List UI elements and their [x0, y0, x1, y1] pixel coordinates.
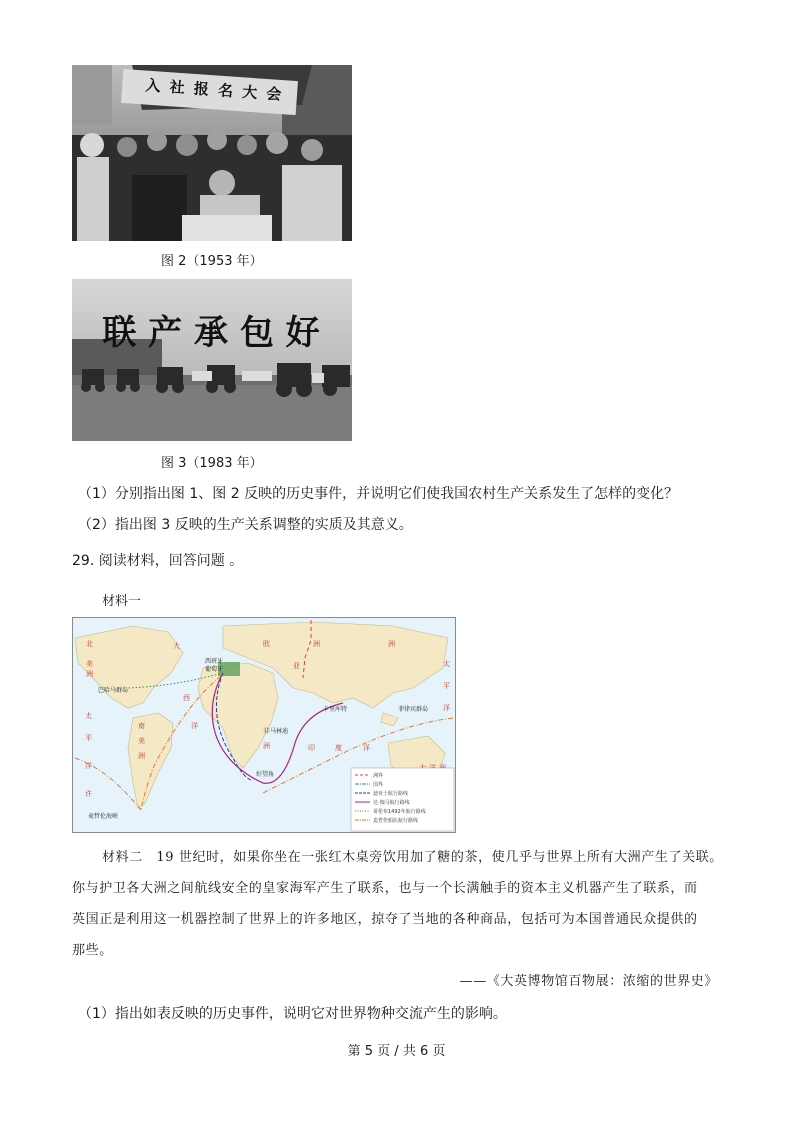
legend-label-gama: 达·伽马航行路线 [373, 800, 410, 806]
label-indian-3: 洋 [363, 744, 370, 752]
material-2-line-1: 材料二 19 世纪时，如果你坐在一张红木桌旁饮用加了糖的茶，使几乎与世界上所有大洲产生了关联。 [102, 850, 723, 865]
label-southwest: 许 [85, 790, 92, 798]
material-2-line-3: 英国正是利用这一机器控制了世界上的许多地区，掠夺了当地的各种商品，包括可为本国普通民众提供的 [72, 912, 698, 927]
label-asia-1: 亚 [293, 662, 300, 670]
label-spain: 西班牙 [205, 658, 224, 665]
label-africa-1: 非 [263, 727, 270, 735]
label-magellan-strait: 麦哲伦海峡 [88, 813, 119, 820]
legend-label-border: 国界 [373, 782, 384, 788]
label-north-america-2: 美 [86, 660, 93, 668]
label-indian-1: 印 [308, 744, 315, 752]
material-1-label: 材料一 [102, 594, 142, 609]
label-pacific-left-1: 太 [85, 712, 92, 720]
label-north-america-1: 北 [86, 640, 93, 648]
label-pacific-left-2: 平 [85, 734, 92, 742]
legend-label-columbus: 哥伦布1492年航行路线 [373, 809, 426, 815]
label-pacific-right-3: 洋 [443, 704, 450, 712]
material-2-line-4: 那些。 [72, 943, 113, 958]
label-malindi: 马林迪 [270, 728, 289, 735]
figure-3-photo [72, 279, 352, 441]
question-28-part-1: （1）分别指出图 1、图 2 反映的历史事件，并说明它们使我国农村生产关系发生了怎样的变化？ [78, 486, 679, 502]
world-map [73, 618, 455, 832]
label-europe-1: 欧 [263, 640, 270, 648]
label-pacific-right-1: 太 [443, 660, 450, 668]
world-map-figure [72, 617, 456, 833]
label-atlantic-3: 洋 [191, 722, 198, 730]
label-africa-2: 洲 [263, 742, 270, 750]
question-29-part-1: （1）指出如表反映的历史事件，说明它对世界物种交流产生的影响。 [78, 1006, 507, 1022]
label-cape: 好望角 [256, 771, 275, 778]
figure-3-scene [72, 279, 352, 441]
legend-label-magellan: 麦哲伦船队航行路线 [373, 818, 419, 824]
figure-3-slogan-text: 联 产 承 包 好 [102, 313, 320, 353]
label-europe-2: 洲 [313, 640, 320, 648]
legend-label-dias: 迪亚士航行路线 [373, 791, 409, 797]
label-atlantic-2: 西 [183, 694, 190, 702]
label-south-america-2: 美 [138, 737, 145, 745]
label-atlantic-1: 大 [173, 642, 180, 650]
label-south-america-3: 洲 [138, 752, 145, 760]
figure-2-caption: 图 2（1953 年） [161, 254, 263, 269]
label-south-america-1: 南 [138, 722, 145, 730]
label-bahamas: 巴哈马群岛 [98, 687, 129, 694]
label-philippines: 菲律宾群岛 [398, 706, 429, 713]
question-28-part-2: （2）指出图 3 反映的生产关系调整的实质及其意义。 [78, 517, 413, 533]
label-indian-2: 度 [335, 744, 342, 752]
figure-2-sign-text: 入 社 报 名 大 会 [144, 76, 284, 104]
material-2-source: ——《大英博物馆百物展：浓缩的世界史》 [459, 974, 718, 989]
question-29-heading: 29. 阅读材料，回答问题 。 [72, 553, 244, 569]
label-north-america-3: 洲 [86, 670, 93, 678]
page-footer: 第 5 页 / 共 6 页 [347, 1044, 446, 1059]
figure-2-photo [72, 65, 352, 241]
label-pacific-right-2: 平 [443, 682, 450, 690]
label-pacific-left-3: 洋 [85, 762, 92, 770]
material-2-line-2: 你与护卫各大洲之间航线安全的皇家海军产生了联系，也与一个长满触手的资本主义机器产生了联系，而 [72, 881, 698, 896]
label-calicut: 卡里库特 [323, 706, 348, 713]
label-portugal: 葡萄牙 [205, 666, 224, 673]
label-asia-2: 洲 [388, 640, 395, 648]
figure-3-caption: 图 3（1983 年） [161, 456, 263, 471]
legend-label-boundary: 洲界 [373, 773, 384, 779]
